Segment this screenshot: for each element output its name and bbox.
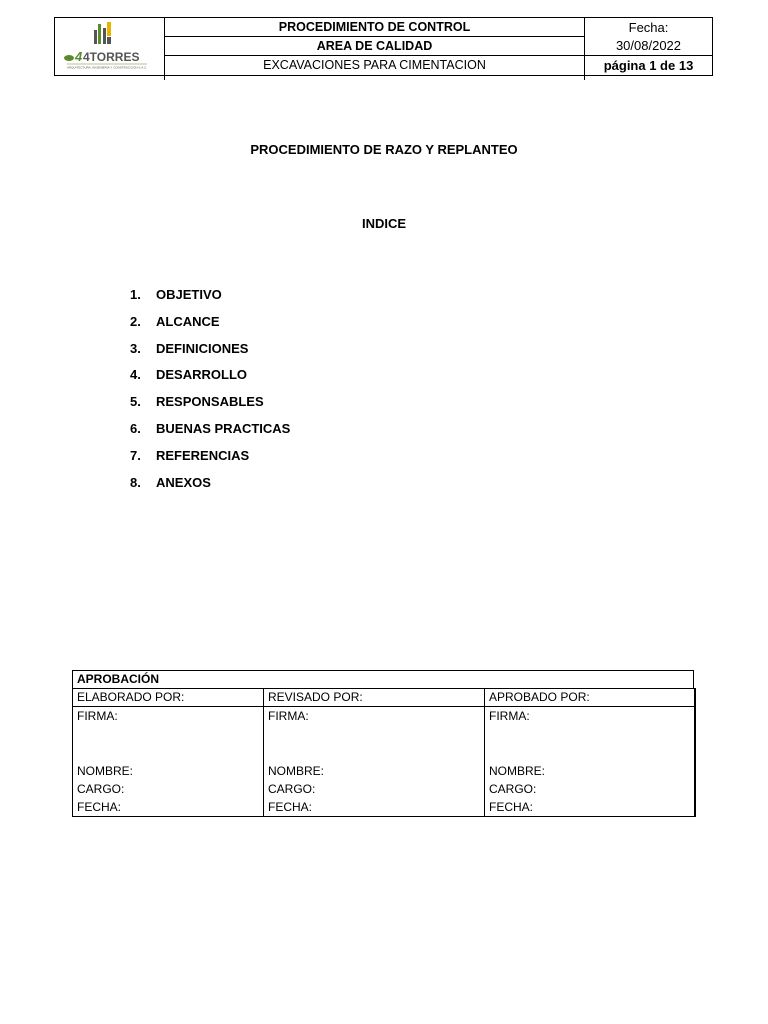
index-title: INDICE	[361, 216, 407, 231]
index-item	[130, 394, 290, 421]
approval-grid	[72, 688, 696, 817]
cargo-field: CARGO:	[77, 782, 125, 796]
index-item	[130, 314, 290, 341]
index-item-number: 6.	[130, 420, 141, 436]
index-item-label: DEFINICIONES	[156, 340, 249, 356]
firma-field: FIRMA:	[77, 709, 118, 723]
approval-column-revisado	[264, 689, 485, 816]
index-item-label: RESPONSABLES	[156, 394, 264, 410]
nombre-field: NOMBRE:	[77, 764, 134, 778]
header-line-area: AREA DE CALIDAD	[165, 37, 584, 56]
index-item	[130, 367, 290, 394]
index-item	[130, 341, 290, 368]
fecha-field: FECHA:	[77, 800, 122, 814]
cargo-field: CARGO:	[268, 782, 316, 796]
document-header	[54, 17, 713, 76]
firma-field: FIRMA:	[489, 709, 530, 723]
page-number: página 1 de 13	[603, 58, 694, 73]
approval-column-aprobado	[485, 689, 694, 816]
index-item	[130, 421, 290, 448]
index-item-label: ANEXOS	[156, 474, 211, 490]
document-title: PROCEDIMIENTO DE RAZO Y REPLANTEO	[250, 142, 518, 157]
index-item	[130, 448, 290, 475]
index-item-number: 7.	[130, 447, 141, 463]
company-logo	[55, 18, 165, 80]
index-item-number: 3.	[130, 340, 141, 356]
cargo-field: CARGO:	[489, 782, 537, 796]
approval-column-elaborado	[73, 689, 264, 816]
logo-wordmark: 4TORRES	[83, 50, 140, 64]
firma-field: FIRMA:	[268, 709, 309, 723]
nombre-field: NOMBRE:	[489, 764, 546, 778]
index-item-number: 1.	[130, 287, 141, 302]
index-item	[130, 287, 290, 314]
index-item	[130, 475, 290, 502]
index-item-number: 2.	[130, 313, 141, 329]
approval-column-header: ELABORADO POR:	[73, 689, 263, 707]
approval-column-header: APROBADO POR:	[485, 689, 694, 707]
header-line-procedimiento: PROCEDIMIENTO DE CONTROL	[165, 18, 584, 37]
svg-text:4: 4	[75, 49, 83, 64]
index-item-number: 5.	[130, 394, 141, 410]
index-item-number: 8.	[130, 474, 141, 490]
fecha-label: Fecha:	[628, 20, 669, 35]
nombre-field: NOMBRE:	[268, 764, 325, 778]
index-item-label: DESARROLLO	[156, 367, 247, 383]
approval-column-header: REVISADO POR:	[264, 689, 484, 707]
fecha-field: FECHA:	[268, 800, 313, 814]
approval-title: APROBACIÓN	[72, 670, 694, 688]
index-item-number: 4.	[130, 367, 141, 383]
index-item-label: BUENAS PRACTICAS	[156, 420, 291, 436]
header-date	[585, 18, 712, 80]
fecha-value: 30/08/2022	[615, 38, 682, 53]
logo-graphic	[55, 18, 163, 75]
fecha-field: FECHA:	[489, 800, 534, 814]
logo-subtext: ARQUITECTURA, INGENIERIA Y CONSTRUCCION S.A.C.	[67, 65, 148, 70]
approval-table	[72, 670, 696, 817]
header-line-excavaciones: EXCAVACIONES PARA CIMENTACION	[263, 58, 486, 72]
index-list	[130, 287, 290, 501]
header-titles	[165, 18, 585, 80]
index-item-label: ALCANCE	[156, 313, 220, 329]
index-item-label: OBJETIVO	[156, 287, 222, 302]
index-item-label: REFERENCIAS	[156, 447, 250, 463]
